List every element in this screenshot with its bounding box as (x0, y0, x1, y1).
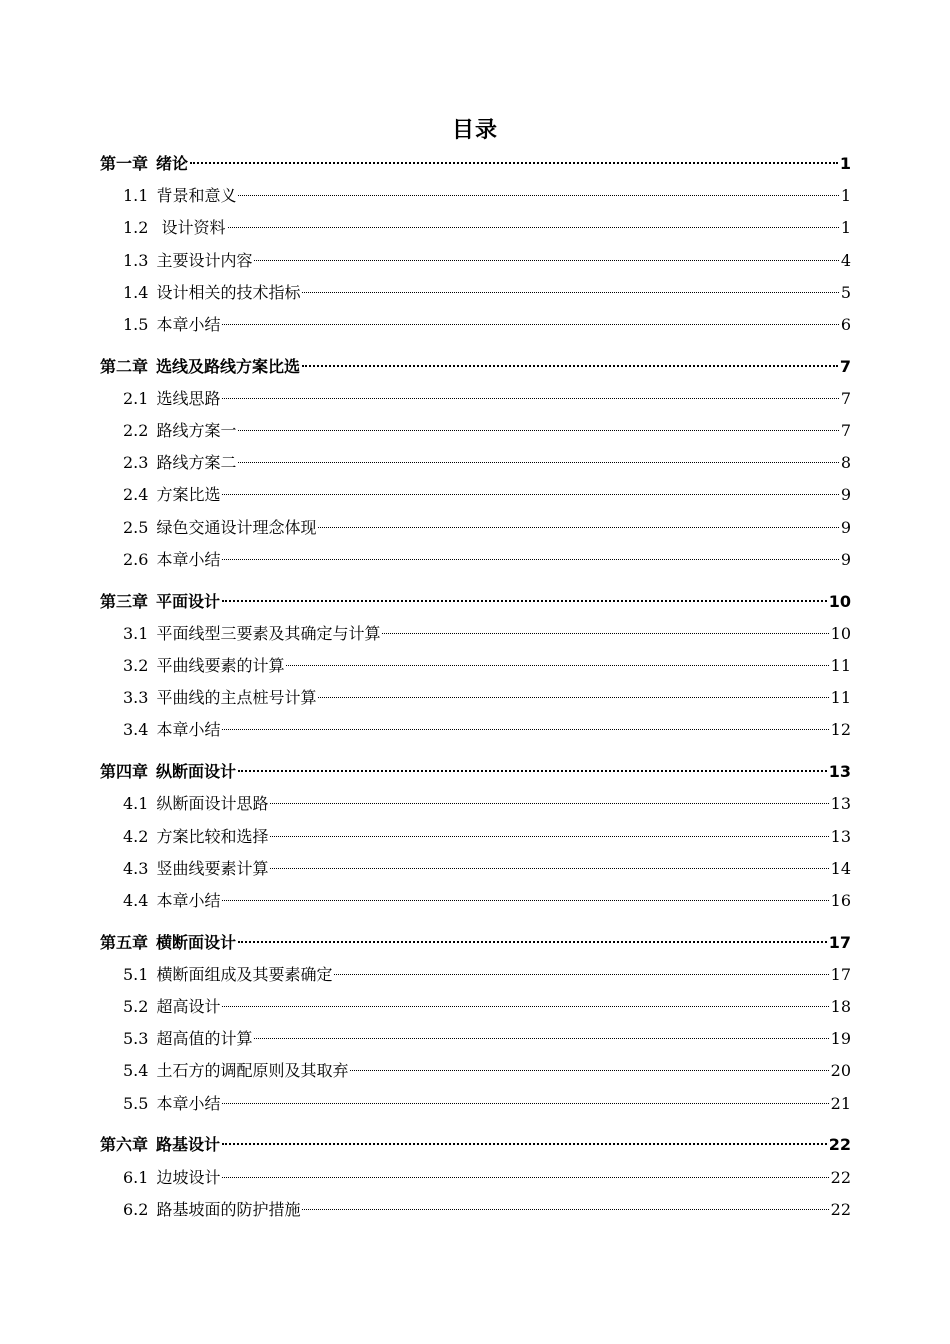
toc-dot-leader (190, 162, 838, 164)
toc-dot-leader (350, 1070, 828, 1071)
toc-section-entry[interactable] (123, 622, 851, 646)
toc-entry-number: 2.2 (123, 421, 149, 440)
toc-entry-label (123, 792, 268, 816)
toc-title: 目录 (451, 118, 498, 143)
toc-chapter-entry[interactable] (100, 152, 851, 176)
toc-chapter-entry[interactable] (100, 931, 851, 955)
toc-dot-leader (222, 729, 828, 730)
toc-section-entry[interactable] (123, 483, 851, 507)
toc-entry-text: 横断面组成及其要素确定 (156, 965, 333, 984)
toc-entry-label (123, 622, 380, 646)
toc-page-number: 17 (828, 933, 851, 952)
toc-section-entry[interactable] (123, 718, 851, 742)
toc-dot-leader (334, 974, 828, 975)
toc-dot-leader (318, 697, 828, 698)
toc-dot-leader (238, 195, 838, 196)
toc-dot-leader (228, 227, 839, 228)
toc-page-number: 11 (830, 688, 851, 707)
toc-entry-text: 背景和意义 (156, 186, 237, 205)
toc-entry-number: 4.2 (123, 827, 149, 846)
toc-section-entry[interactable] (123, 451, 851, 475)
toc-page-number: 13 (828, 762, 851, 781)
toc-entry-label (123, 825, 268, 849)
toc-dot-leader (238, 770, 827, 772)
toc-entry-text: 纵断面设计 (156, 762, 237, 781)
toc-entry-label (123, 1198, 300, 1222)
toc-entry-text: 横断面设计 (156, 933, 237, 952)
toc-entry-label (100, 590, 220, 614)
toc-entry-number: 5.1 (123, 965, 149, 984)
toc-entry-number: 2.3 (123, 453, 149, 472)
toc-dot-leader (222, 398, 838, 399)
toc-dot-leader (286, 665, 828, 666)
toc-entry-number: 第六章 (100, 1135, 149, 1154)
toc-dot-leader (238, 941, 827, 943)
toc-chapter-entry[interactable] (100, 1133, 851, 1157)
toc-entry-number: 6.1 (123, 1168, 149, 1187)
toc-entry-number: 4.3 (123, 859, 149, 878)
toc-entry-number: 5.3 (123, 1029, 149, 1048)
toc-page-number: 9 (840, 485, 851, 504)
toc-entry-label (123, 889, 220, 913)
toc-entry-number: 1.1 (123, 186, 149, 205)
toc-entry-label (123, 313, 220, 337)
toc-entry-text: 路基设计 (156, 1135, 221, 1154)
toc-entry-text: 平面线型三要素及其确定与计算 (156, 624, 381, 643)
toc-entry-text: 竖曲线要素计算 (156, 859, 269, 878)
toc-entry-label (123, 281, 300, 305)
toc-entry-label (123, 483, 220, 507)
toc-dot-leader (222, 1103, 828, 1104)
toc-entry-number: 3.4 (123, 720, 149, 739)
toc-dot-leader (270, 803, 828, 804)
toc-page-number: 14 (830, 859, 851, 878)
toc-entry-label (123, 1166, 220, 1190)
toc-page-number: 19 (830, 1029, 851, 1048)
toc-entry-number: 3.2 (123, 656, 149, 675)
toc-entry-number: 3.3 (123, 688, 149, 707)
toc-dot-leader (222, 1143, 827, 1145)
toc-page-number: 16 (830, 891, 851, 910)
toc-entry-label (123, 654, 284, 678)
toc-entry-number: 6.2 (123, 1200, 149, 1219)
toc-entry-text: 本章小结 (156, 720, 221, 739)
toc-entry-label (123, 857, 268, 881)
toc-dot-leader (222, 1177, 828, 1178)
toc-dot-leader (222, 900, 828, 901)
toc-section-entry[interactable] (123, 184, 851, 208)
toc-section-entry[interactable] (123, 419, 851, 443)
toc-entry-label (123, 184, 236, 208)
toc-dot-leader (302, 1209, 828, 1210)
toc-page-number: 7 (840, 421, 851, 440)
toc-section-entry[interactable] (123, 963, 851, 987)
toc-entry-text: 超高设计 (156, 997, 221, 1016)
toc-page-number: 13 (830, 794, 851, 813)
toc-page-number: 11 (830, 656, 851, 675)
toc-page-number: 12 (830, 720, 851, 739)
toc-dot-leader (254, 260, 838, 261)
toc-section-entry[interactable] (123, 857, 851, 881)
toc-entry-label (123, 548, 220, 572)
toc-entry-number: 5.4 (123, 1061, 149, 1080)
toc-entry-text: 设计相关的技术指标 (156, 283, 301, 302)
toc-page-number: 17 (830, 965, 851, 984)
toc-entry-number: 1.5 (123, 315, 149, 334)
toc-entry-text: 纵断面设计思路 (156, 794, 269, 813)
toc-chapter-entry[interactable] (100, 355, 851, 379)
toc-entry-text: 本章小结 (156, 891, 221, 910)
toc-entry-number: 4.1 (123, 794, 149, 813)
toc-dot-leader (382, 633, 828, 634)
toc-page-number: 6 (840, 315, 851, 334)
toc-entry-label (100, 931, 236, 955)
toc-entry-number: 2.1 (123, 389, 149, 408)
toc-section-entry[interactable] (123, 889, 851, 913)
toc-entry-label (123, 387, 220, 411)
toc-entry-text: 路线方案二 (156, 453, 237, 472)
toc-entry-number: 5.5 (123, 1094, 149, 1113)
toc-entry-number: 第三章 (100, 592, 149, 611)
toc-section-entry[interactable] (123, 1198, 851, 1222)
toc-dot-leader (222, 494, 838, 495)
toc-page-number: 20 (830, 1061, 851, 1080)
toc-section-entry[interactable] (123, 792, 851, 816)
toc-entry-text: 本章小结 (156, 1094, 221, 1113)
toc-section-entry[interactable] (123, 313, 851, 337)
toc-entry-number: 4.4 (123, 891, 149, 910)
toc-section-entry[interactable] (123, 1059, 851, 1083)
toc-page-number: 21 (830, 1094, 851, 1113)
toc-page-number: 1 (840, 218, 851, 237)
toc-entry-number: 2.4 (123, 485, 149, 504)
toc-entry-text: 土石方的调配原则及其取弃 (156, 1061, 349, 1080)
toc-dot-leader (302, 292, 838, 293)
toc-entry-number: 2.6 (123, 550, 149, 569)
toc-page-number: 8 (840, 453, 851, 472)
toc-entry-number: 第二章 (100, 357, 149, 376)
toc-entry-label (100, 152, 188, 176)
toc-dot-leader (222, 559, 838, 560)
toc-page-number: 5 (840, 283, 851, 302)
toc-page-number: 13 (830, 827, 851, 846)
toc-dot-leader (222, 324, 838, 325)
toc-page-number: 10 (830, 624, 851, 643)
toc-entry-label (100, 760, 236, 784)
toc-entry-text: 超高值的计算 (156, 1029, 253, 1048)
toc-dot-leader (238, 430, 838, 431)
toc-entry-label (123, 451, 236, 475)
toc-entry-text: 本章小结 (156, 550, 221, 569)
toc-section-entry[interactable] (123, 1027, 851, 1051)
toc-entry-label (123, 718, 220, 742)
toc-entry-text: 设计资料 (156, 218, 226, 237)
toc-page-number: 1 (839, 154, 851, 173)
toc-entry-label (123, 516, 316, 540)
toc-entry-label (123, 963, 332, 987)
toc-entry-text: 平曲线的主点桩号计算 (156, 688, 317, 707)
toc-entry-label (123, 1027, 252, 1051)
toc-page-number: 1 (840, 186, 851, 205)
toc-entry-number: 2.5 (123, 518, 149, 537)
toc-entry-label (123, 419, 236, 443)
toc-entry-number: 3.1 (123, 624, 149, 643)
toc-page-number: 7 (839, 357, 851, 376)
toc-dot-leader (318, 527, 838, 528)
toc-chapter-entry[interactable] (100, 760, 851, 784)
toc-entry-number: 1.4 (123, 283, 149, 302)
toc-entry-label (100, 1133, 220, 1157)
toc-section-entry[interactable] (123, 216, 851, 240)
toc-entry-text: 绿色交通设计理念体现 (156, 518, 317, 537)
toc-page-number: 22 (830, 1200, 851, 1219)
toc-entry-text: 边坡设计 (156, 1168, 221, 1187)
toc-page-number: 7 (840, 389, 851, 408)
toc-section-entry[interactable] (123, 387, 851, 411)
toc-dot-leader (222, 600, 827, 602)
toc-entry-label (123, 995, 220, 1019)
toc-entry-label (123, 686, 316, 710)
toc-dot-leader (270, 836, 828, 837)
toc-entry-text: 方案比较和选择 (156, 827, 269, 846)
toc-entry-label (123, 216, 226, 240)
toc-page-number: 4 (840, 251, 851, 270)
toc-entry-text: 平曲线要素的计算 (156, 656, 285, 675)
toc-section-entry[interactable] (123, 516, 851, 540)
toc-dot-leader (222, 1006, 828, 1007)
toc-entry-text: 选线思路 (156, 389, 221, 408)
toc-page-number: 9 (840, 518, 851, 537)
toc-section-entry[interactable] (123, 825, 851, 849)
toc-entry-label (123, 249, 252, 273)
toc-entry-number: 1.3 (123, 251, 149, 270)
toc-entry-number: 第五章 (100, 933, 149, 952)
toc-section-entry[interactable] (123, 686, 851, 710)
toc-entry-text: 选线及路线方案比选 (156, 357, 301, 376)
toc-entry-text: 方案比选 (156, 485, 221, 504)
toc-page-number: 10 (828, 592, 851, 611)
toc-dot-leader (302, 365, 838, 367)
toc-entry-text: 本章小结 (156, 315, 221, 334)
toc-page-number: 22 (830, 1168, 851, 1187)
toc-entry-text: 路线方案一 (156, 421, 237, 440)
toc-entry-number: 5.2 (123, 997, 149, 1016)
toc-entry-label (123, 1059, 348, 1083)
toc-section-entry[interactable] (123, 1166, 851, 1190)
toc-section-entry[interactable] (123, 654, 851, 678)
toc-page-number: 9 (840, 550, 851, 569)
toc-entry-number: 第四章 (100, 762, 149, 781)
toc-dot-leader (238, 462, 838, 463)
toc-entry-text: 绪论 (156, 154, 189, 173)
toc-entry-label (123, 1092, 220, 1116)
toc-page-number: 22 (828, 1135, 851, 1154)
toc-chapter-entry[interactable] (100, 590, 851, 614)
toc-section-entry[interactable] (123, 249, 851, 273)
toc-page-number: 18 (830, 997, 851, 1016)
toc-dot-leader (254, 1038, 828, 1039)
toc-entry-text: 路基坡面的防护措施 (156, 1200, 301, 1219)
toc-entry-number: 第一章 (100, 154, 149, 173)
toc-entry-text: 主要设计内容 (156, 251, 253, 270)
toc-section-entry[interactable] (123, 1092, 851, 1116)
toc-section-entry[interactable] (123, 548, 851, 572)
toc-section-entry[interactable] (123, 281, 851, 305)
toc-entry-text: 平面设计 (156, 592, 221, 611)
toc-dot-leader (270, 868, 828, 869)
toc-section-entry[interactable] (123, 995, 851, 1019)
toc-entry-number: 1.2 (123, 218, 149, 237)
toc-entry-label (100, 355, 300, 379)
